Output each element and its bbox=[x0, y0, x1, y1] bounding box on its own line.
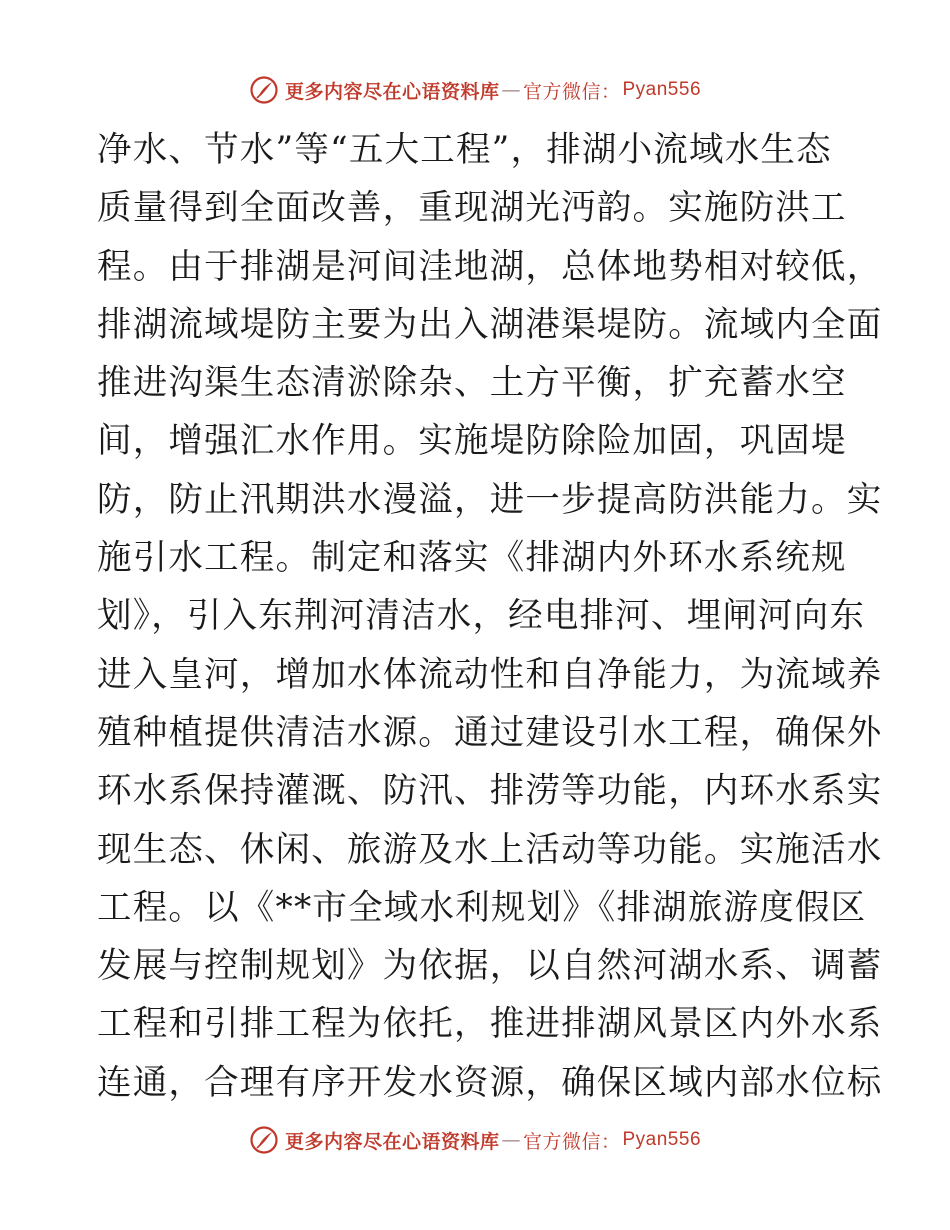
body-line: 防，防止汛期洪水漫溢，进一步提高防洪能力。实 bbox=[97, 479, 883, 520]
body-line: 工程。以《**市全域水利规划》《排湖旅游度假区 bbox=[97, 887, 867, 928]
watermark-text bbox=[285, 77, 701, 104]
body-line: 间，增强汇水作用。实施堤防除险加固，巩固堤 bbox=[97, 421, 847, 462]
watermark-wechat-id: Pyan556 bbox=[622, 79, 702, 100]
watermark-label: 官方微信： bbox=[522, 80, 621, 103]
body-line: 划》，引入东荆河清洁水，经电排河、埋闸河向东 bbox=[97, 596, 866, 637]
document-body bbox=[97, 121, 883, 1112]
watermark-label: 官方微信： bbox=[522, 1130, 621, 1153]
body-line: 质量得到全面改善，重现湖光沔韵。实施防洪工 bbox=[97, 188, 847, 229]
body-line: 进入皇河，增加水体流动性和自净能力，为流域养 bbox=[97, 654, 883, 695]
body-line: 环水系保持灌溉、防汛、排涝等功能，内环水系实 bbox=[97, 771, 883, 812]
body-line: 推进沟渠生态清淤除杂、土方平衡，扩充蓄水空 bbox=[97, 363, 847, 404]
body-line: 连通，合理有序开发水资源，确保区域内部水位标 bbox=[97, 1062, 883, 1103]
watermark-separator: — bbox=[501, 79, 521, 101]
body-line: 程。由于排湖是河间洼地湖，总体地势相对较低， bbox=[97, 246, 883, 287]
footer-watermark bbox=[0, 1120, 950, 1160]
body-line: 净水、节水”等“五大工程”，排湖小流域水生态 bbox=[97, 130, 832, 170]
body-line: 排湖流域堤防主要为出入湖港渠堤防。流域内全面 bbox=[97, 304, 883, 345]
watermark-separator: — bbox=[501, 1129, 521, 1151]
body-line: 殖种植提供清洁水源。通过建设引水工程，确保外 bbox=[97, 712, 883, 753]
watermark-main-text: 更多内容尽在心语资料库 bbox=[284, 1130, 500, 1153]
watermark-main-text: 更多内容尽在心语资料库 bbox=[284, 80, 500, 103]
feather-pen-logo-icon bbox=[249, 75, 279, 105]
body-line: 现生态、休闲、旅游及水上活动等功能。实施活水 bbox=[97, 829, 883, 870]
body-line: 施引水工程。制定和落实《排湖内外环水系统规 bbox=[97, 538, 847, 579]
body-line: 工程和引排工程为依托，推进排湖风景区内外水系 bbox=[97, 1004, 883, 1045]
watermark-text bbox=[285, 1127, 701, 1154]
body-line: 发展与控制规划》为依据，以自然河湖水系、调蓄 bbox=[97, 946, 883, 987]
header-watermark bbox=[0, 70, 950, 110]
watermark-wechat-id: Pyan556 bbox=[622, 1129, 702, 1150]
feather-pen-logo-icon bbox=[249, 1125, 279, 1155]
